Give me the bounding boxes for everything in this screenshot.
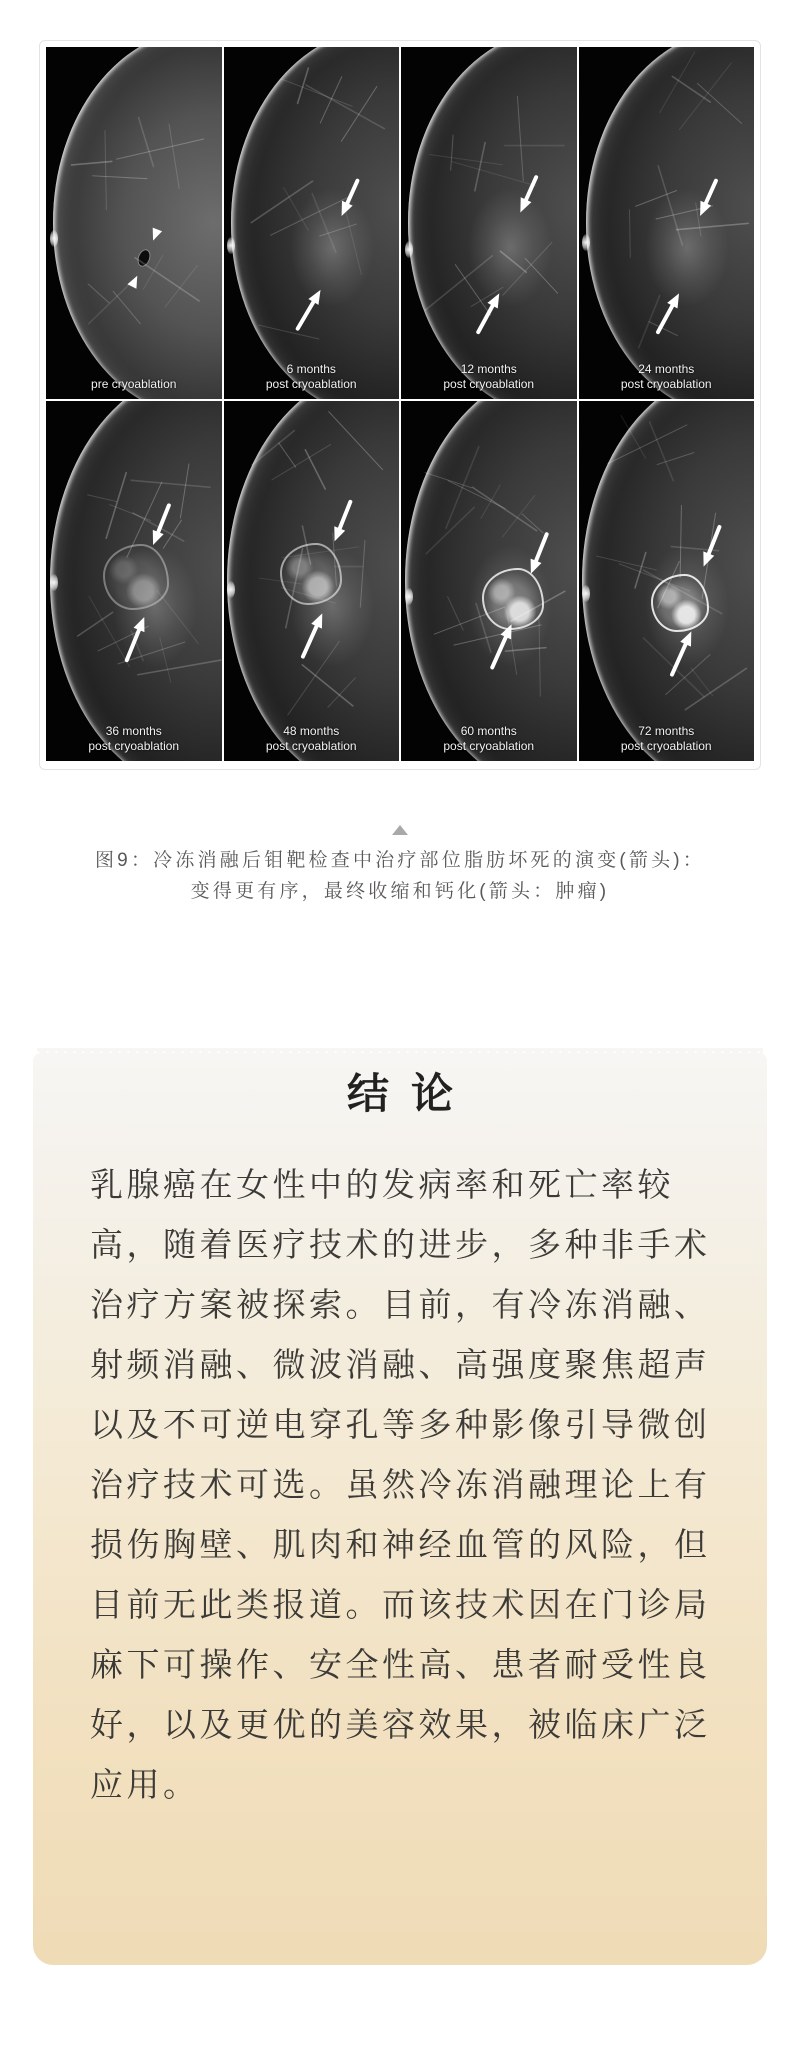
figure-caption-line-1: 图9：冷冻消融后钼靶检查中治疗部位脂肪坏死的演变(箭头)： xyxy=(94,850,706,871)
annotation-arrows xyxy=(224,401,400,761)
mammogram-panel xyxy=(46,401,222,761)
mammogram-panel xyxy=(224,47,400,399)
conclusion-line: 损伤胸壁、肌肉和神经血管的风险，但 xyxy=(90,1526,711,1563)
annotation-arrows xyxy=(224,47,400,399)
conclusion-line: 应用。 xyxy=(90,1766,200,1803)
mammogram-panel xyxy=(401,401,577,761)
annotation-arrows xyxy=(579,47,755,399)
conclusion-line: 好，以及更优的美容效果，被临床广泛 xyxy=(90,1706,711,1743)
panel-timepoint-label: 72 months post cryoablation xyxy=(620,724,712,753)
panel-timepoint-label: 48 months post cryoablation xyxy=(265,724,357,753)
conclusion-line: 麻下可操作、安全性高、患者耐受性良 xyxy=(90,1646,711,1683)
annotation-arrows xyxy=(401,47,577,399)
panel-timepoint-label: 60 months post cryoablation xyxy=(443,724,535,753)
mammogram-panel xyxy=(46,47,222,399)
conclusion-line: 射频消融、微波消融、高强度聚焦超声 xyxy=(90,1346,711,1383)
annotation-arrows xyxy=(579,401,755,761)
caption-marker xyxy=(0,822,800,840)
mammogram-panel-grid xyxy=(46,47,754,763)
mammogram-figure-card xyxy=(39,40,761,770)
triangle-up-icon xyxy=(392,825,408,835)
panel-timepoint-label: 36 months post cryoablation xyxy=(88,724,180,753)
annotation-arrows xyxy=(401,401,577,761)
conclusion-line: 治疗技术可选。虽然冷冻消融理论上有 xyxy=(90,1466,711,1503)
conclusion-line: 高，随着医疗技术的进步，多种非手术 xyxy=(90,1226,711,1263)
panel-timepoint-label: pre cryoablation xyxy=(91,377,177,391)
panel-timepoint-label: 12 months post cryoablation xyxy=(443,362,535,391)
mammogram-panel xyxy=(224,401,400,761)
mammogram-panel xyxy=(579,47,755,399)
panel-timepoint-label: 6 months post cryoablation xyxy=(265,362,357,391)
conclusion-line: 治疗方案被探索。目前，有冷冻消融、 xyxy=(90,1286,711,1323)
conclusion-line: 以及不可逆电穿孔等多种影像引导微创 xyxy=(90,1406,711,1443)
conclusion-title: 结论 xyxy=(346,1072,475,1118)
panel-timepoint-label: 24 months post cryoablation xyxy=(620,362,712,391)
figure-caption-line-2: 变得更有序，最终收缩和钙化(箭头：肿瘤) xyxy=(190,881,610,902)
figure-caption xyxy=(50,845,750,907)
annotation-arrows xyxy=(46,401,222,761)
annotation-arrows xyxy=(46,47,222,399)
mammogram-panel xyxy=(401,47,577,399)
conclusion-line: 目前无此类报道。而该技术因在门诊局 xyxy=(90,1586,711,1623)
conclusion-body xyxy=(90,1155,712,1815)
conclusion-card xyxy=(33,1053,767,1965)
mammogram-panel xyxy=(579,401,755,761)
conclusion-line: 乳腺癌在女性中的发病率和死亡率较 xyxy=(90,1166,674,1203)
